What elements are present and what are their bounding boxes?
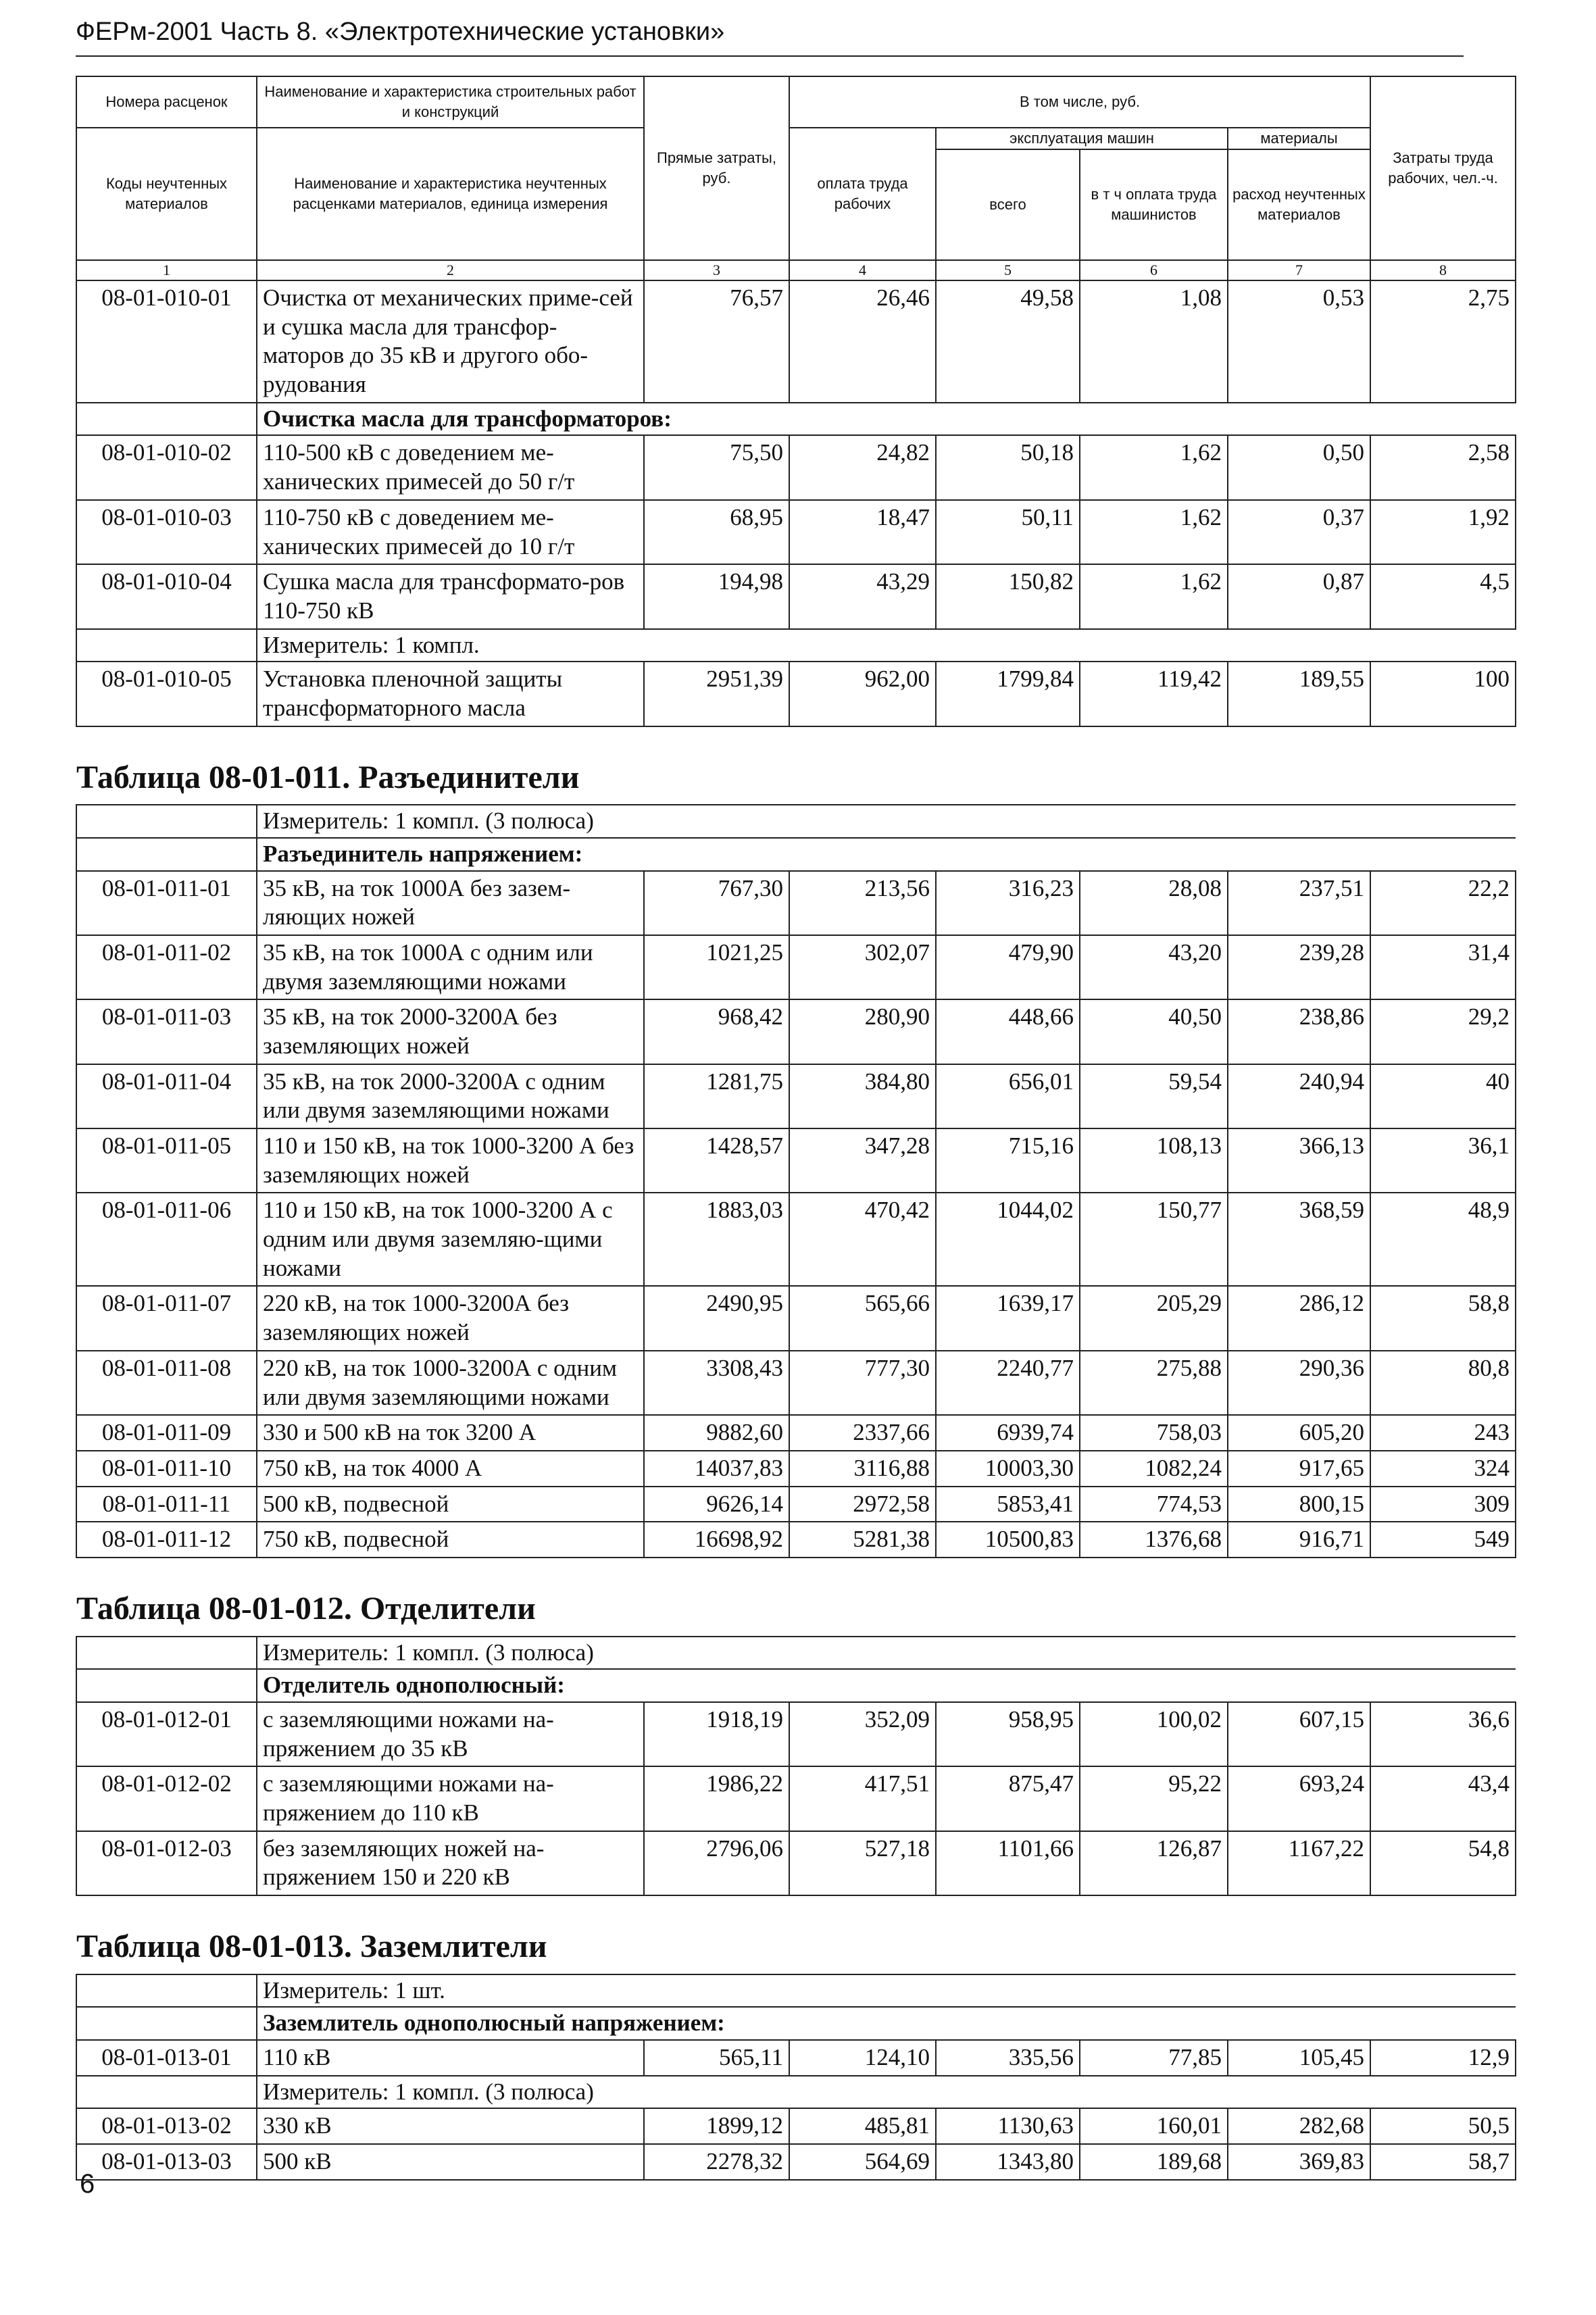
table-row [76, 1064, 1516, 1128]
header-machinist-pay: в т ч оплата труда машинистов [1080, 149, 1228, 260]
work-description: 110 и 150 кВ, на ток 1000-3200 А с одним или двумя заземляю-щими ножами [257, 1193, 644, 1286]
table-row [76, 1522, 1516, 1558]
rate-code: 08-01-011-06 [76, 1193, 257, 1286]
work-description: 750 кВ, подвесной [257, 1522, 644, 1558]
header-materials: материалы [1228, 128, 1370, 149]
table-row [76, 1702, 1516, 1766]
machines-total-value: 10003,30 [936, 1451, 1080, 1487]
rate-code: 08-01-011-07 [76, 1286, 257, 1350]
worker-pay-value: 24,82 [789, 435, 936, 499]
col-number: 4 [789, 260, 936, 280]
machinist-pay-value: 95,22 [1080, 1766, 1228, 1831]
machines-total-value: 1101,66 [936, 1831, 1080, 1895]
machines-total-value: 2240,77 [936, 1351, 1080, 1415]
subheading-spacer [76, 1974, 257, 2008]
material-consumption-value: 607,15 [1228, 1702, 1370, 1766]
rate-code: 08-01-011-11 [76, 1487, 257, 1522]
header-rule [76, 55, 1464, 57]
labor-costs-value: 100 [1370, 662, 1516, 726]
material-consumption-value: 368,59 [1228, 1193, 1370, 1286]
subheading-row [76, 805, 1516, 838]
rate-code: 08-01-013-03 [76, 2144, 257, 2180]
machines-total-value: 50,18 [936, 435, 1080, 499]
subheading-spacer [76, 1637, 257, 1670]
worker-pay-value: 417,51 [789, 1766, 936, 1831]
work-description: 750 кВ, на ток 4000 А [257, 1451, 644, 1487]
subheading-row [76, 838, 1516, 871]
subheading: Заземлитель однополюсный напряжением: [257, 2007, 1516, 2040]
worker-pay-value: 384,80 [789, 1064, 936, 1128]
table-row [76, 280, 1516, 403]
direct-costs-value: 1883,03 [644, 1193, 789, 1286]
material-consumption-value: 189,55 [1228, 662, 1370, 726]
direct-costs-value: 2278,32 [644, 2144, 789, 2180]
labor-costs-value: 36,6 [1370, 1702, 1516, 1766]
header-group-including: В том числе, руб. [789, 76, 1370, 128]
rate-code: 08-01-011-04 [76, 1064, 257, 1128]
subheading-spacer [76, 1669, 257, 1702]
work-description: 500 кВ, подвесной [257, 1487, 644, 1522]
worker-pay-value: 352,09 [789, 1702, 936, 1766]
work-description: Очистка от механических приме-сей и сушка масла для трансфор-маторов до 35 кВ и другого обо-рудования [257, 280, 644, 403]
labor-costs-value: 1,92 [1370, 500, 1516, 564]
work-description: 220 кВ, на ток 1000-3200А с одним или двумя заземляющими ножами [257, 1351, 644, 1415]
work-description: 35 кВ, на ток 1000А с одним или двумя заземляющими ножами [257, 935, 644, 999]
col-number: 6 [1080, 260, 1228, 280]
work-description: 220 кВ, на ток 1000-3200А без заземляющих ножей [257, 1286, 644, 1350]
header-work-name: Наименование и характеристика строительных работ и конструкций [257, 76, 644, 128]
machinist-pay-value: 108,13 [1080, 1128, 1228, 1193]
subheading-spacer [76, 805, 257, 838]
material-consumption-value: 366,13 [1228, 1128, 1370, 1193]
material-consumption-value: 917,65 [1228, 1451, 1370, 1487]
rate-code: 08-01-011-10 [76, 1451, 257, 1487]
subheading-spacer [76, 2076, 257, 2109]
material-consumption-value: 916,71 [1228, 1522, 1370, 1558]
labor-costs-value: 31,4 [1370, 935, 1516, 999]
machines-total-value: 6939,74 [936, 1415, 1080, 1451]
unit-measure: Измеритель: 1 компл. (3 полюса) [257, 2076, 1516, 2109]
labor-costs-value: 22,2 [1370, 871, 1516, 935]
unit-measure: Измеритель: 1 компл. (3 полюса) [257, 1637, 1516, 1670]
subheading: Отделитель однополюсный: [257, 1669, 1516, 1702]
material-consumption-value: 693,24 [1228, 1766, 1370, 1831]
table-row [76, 2040, 1516, 2076]
labor-costs-value: 243 [1370, 1415, 1516, 1451]
machinist-pay-value: 59,54 [1080, 1064, 1228, 1128]
header-machines-total: всего [936, 149, 1080, 260]
material-consumption-value: 369,83 [1228, 2144, 1370, 2180]
machines-total-value: 150,82 [936, 564, 1080, 628]
section-title-row [76, 726, 1516, 805]
direct-costs-value: 75,50 [644, 435, 789, 499]
table-row [76, 1128, 1516, 1193]
machines-total-value: 1044,02 [936, 1193, 1080, 1286]
worker-pay-value: 3116,88 [789, 1451, 936, 1487]
labor-costs-value: 36,1 [1370, 1128, 1516, 1193]
header-machine-operation: эксплуатация машин [936, 128, 1228, 149]
work-description: 110-750 кВ с доведением ме-ханических примесей до 10 г/т [257, 500, 644, 564]
direct-costs-value: 2490,95 [644, 1286, 789, 1350]
work-description: с заземляющими ножами на-пряжением до 35 кВ [257, 1702, 644, 1766]
rate-code: 08-01-010-02 [76, 435, 257, 499]
machines-total-value: 479,90 [936, 935, 1080, 999]
material-consumption-value: 105,45 [1228, 2040, 1370, 2076]
table-row [76, 1193, 1516, 1286]
work-description: 110 кВ [257, 2040, 644, 2076]
machines-total-value: 1799,84 [936, 662, 1080, 726]
machinist-pay-value: 1,62 [1080, 435, 1228, 499]
col-number: 8 [1370, 260, 1516, 280]
worker-pay-value: 485,81 [789, 2108, 936, 2144]
machinist-pay-value: 126,87 [1080, 1831, 1228, 1895]
worker-pay-value: 777,30 [789, 1351, 936, 1415]
machinist-pay-value: 205,29 [1080, 1286, 1228, 1350]
work-description: 110-500 кВ с доведением ме-ханических примесей до 50 г/т [257, 435, 644, 499]
rate-code: 08-01-011-03 [76, 999, 257, 1064]
col-number: 1 [76, 260, 257, 280]
machinist-pay-value: 160,01 [1080, 2108, 1228, 2144]
direct-costs-value: 14037,83 [644, 1451, 789, 1487]
rate-code: 08-01-013-01 [76, 2040, 257, 2076]
table-row [76, 564, 1516, 628]
labor-costs-value: 309 [1370, 1487, 1516, 1522]
table-row [76, 935, 1516, 999]
rate-code: 08-01-011-05 [76, 1128, 257, 1193]
worker-pay-value: 280,90 [789, 999, 936, 1064]
material-consumption-value: 237,51 [1228, 871, 1370, 935]
machinist-pay-value: 189,68 [1080, 2144, 1228, 2180]
machines-total-value: 656,01 [936, 1064, 1080, 1128]
unit-measure: Измеритель: 1 шт. [257, 1974, 1516, 2008]
work-description: 35 кВ, на ток 2000-3200А без заземляющих ножей [257, 999, 644, 1064]
labor-costs-value: 12,9 [1370, 2040, 1516, 2076]
col-number: 5 [936, 260, 1080, 280]
material-consumption-value: 0,37 [1228, 500, 1370, 564]
direct-costs-value: 3308,43 [644, 1351, 789, 1415]
machinist-pay-value: 758,03 [1080, 1415, 1228, 1451]
machines-total-value: 1639,17 [936, 1286, 1080, 1350]
labor-costs-value: 40 [1370, 1064, 1516, 1128]
rate-code: 08-01-011-12 [76, 1522, 257, 1558]
material-consumption-value: 0,87 [1228, 564, 1370, 628]
direct-costs-value: 1021,25 [644, 935, 789, 999]
table-row [76, 999, 1516, 1064]
machines-total-value: 958,95 [936, 1702, 1080, 1766]
subheading-row [76, 1974, 1516, 2008]
worker-pay-value: 213,56 [789, 871, 936, 935]
page-number: 6 [80, 2169, 95, 2199]
direct-costs-value: 1986,22 [644, 1766, 789, 1831]
work-description: без заземляющих ножей на-пряжением 150 и 220 кВ [257, 1831, 644, 1895]
header-worker-pay: оплата труда рабочих [789, 128, 936, 260]
worker-pay-value: 564,69 [789, 2144, 936, 2180]
worker-pay-value: 18,47 [789, 500, 936, 564]
col-number: 7 [1228, 260, 1370, 280]
material-consumption-value: 0,50 [1228, 435, 1370, 499]
machines-total-value: 715,16 [936, 1128, 1080, 1193]
work-description: 110 и 150 кВ, на ток 1000-3200 А без заземляющих ножей [257, 1128, 644, 1193]
material-consumption-value: 286,12 [1228, 1286, 1370, 1350]
rate-code: 08-01-012-03 [76, 1831, 257, 1895]
labor-costs-value: 58,8 [1370, 1286, 1516, 1350]
machinist-pay-value: 150,77 [1080, 1193, 1228, 1286]
rate-code: 08-01-011-01 [76, 871, 257, 935]
subheading-row [76, 403, 1516, 436]
section-title: Таблица 08-01-011. Разъединители [76, 759, 580, 795]
col-number: 3 [644, 260, 789, 280]
machinist-pay-value: 275,88 [1080, 1351, 1228, 1415]
worker-pay-value: 962,00 [789, 662, 936, 726]
direct-costs-value: 16698,92 [644, 1522, 789, 1558]
rate-code: 08-01-011-02 [76, 935, 257, 999]
material-consumption-value: 800,15 [1228, 1487, 1370, 1522]
material-consumption-value: 282,68 [1228, 2108, 1370, 2144]
worker-pay-value: 527,18 [789, 1831, 936, 1895]
direct-costs-value: 9882,60 [644, 1415, 789, 1451]
machines-total-value: 316,23 [936, 871, 1080, 935]
labor-costs-value: 2,58 [1370, 435, 1516, 499]
table-row [76, 662, 1516, 726]
rate-code: 08-01-011-08 [76, 1351, 257, 1415]
machines-total-value: 5853,41 [936, 1487, 1080, 1522]
worker-pay-value: 565,66 [789, 1286, 936, 1350]
header-material-name: Наименование и характеристика неучтенных расценками материалов, единица измерения [257, 128, 644, 260]
work-description: 500 кВ [257, 2144, 644, 2180]
subheading-row [76, 1637, 1516, 1670]
labor-costs-value: 4,5 [1370, 564, 1516, 628]
subheading: Разъединитель напряжением: [257, 838, 1516, 871]
direct-costs-value: 767,30 [644, 871, 789, 935]
direct-costs-value: 968,42 [644, 999, 789, 1064]
rate-code: 08-01-010-03 [76, 500, 257, 564]
table-row [76, 1831, 1516, 1895]
labor-costs-value: 549 [1370, 1522, 1516, 1558]
header-rate-numbers: Номера расценок [76, 76, 257, 128]
work-description: с заземляющими ножами на-пряжением до 110 кВ [257, 1766, 644, 1831]
machines-total-value: 1343,80 [936, 2144, 1080, 2180]
worker-pay-value: 124,10 [789, 2040, 936, 2076]
table-row [76, 435, 1516, 499]
rates-table [76, 76, 1516, 2181]
machines-total-value: 448,66 [936, 999, 1080, 1064]
labor-costs-value: 2,75 [1370, 280, 1516, 403]
section-title: Таблица 08-01-013. Заземлители [76, 1928, 547, 1965]
rate-code: 08-01-012-01 [76, 1702, 257, 1766]
machinist-pay-value: 43,20 [1080, 935, 1228, 999]
machines-total-value: 50,11 [936, 500, 1080, 564]
worker-pay-value: 2337,66 [789, 1415, 936, 1451]
direct-costs-value: 1281,75 [644, 1064, 789, 1128]
labor-costs-value: 54,8 [1370, 1831, 1516, 1895]
rate-code: 08-01-010-04 [76, 564, 257, 628]
table-row [76, 1451, 1516, 1487]
machines-total-value: 49,58 [936, 280, 1080, 403]
material-consumption-value: 290,36 [1228, 1351, 1370, 1415]
work-description: Установка пленочной защиты трансформаторного масла [257, 662, 644, 726]
worker-pay-value: 43,29 [789, 564, 936, 628]
labor-costs-value: 43,4 [1370, 1766, 1516, 1831]
work-description: 330 и 500 кВ на ток 3200 А [257, 1415, 644, 1451]
labor-costs-value: 29,2 [1370, 999, 1516, 1064]
worker-pay-value: 26,46 [789, 280, 936, 403]
machinist-pay-value: 1376,68 [1080, 1522, 1228, 1558]
machinist-pay-value: 774,53 [1080, 1487, 1228, 1522]
direct-costs-value: 68,95 [644, 500, 789, 564]
machinist-pay-value: 40,50 [1080, 999, 1228, 1064]
direct-costs-value: 1428,57 [644, 1128, 789, 1193]
worker-pay-value: 347,28 [789, 1128, 936, 1193]
rate-code: 08-01-010-05 [76, 662, 257, 726]
worker-pay-value: 2972,58 [789, 1487, 936, 1522]
rate-code: 08-01-012-02 [76, 1766, 257, 1831]
direct-costs-value: 76,57 [644, 280, 789, 403]
machinist-pay-value: 100,02 [1080, 1702, 1228, 1766]
subheading-row [76, 2007, 1516, 2040]
header-material-codes: Коды неучтенных материалов [76, 128, 257, 260]
direct-costs-value: 565,11 [644, 2040, 789, 2076]
labor-costs-value: 48,9 [1370, 1193, 1516, 1286]
material-consumption-value: 240,94 [1228, 1064, 1370, 1128]
col-number: 2 [257, 260, 644, 280]
rate-code: 08-01-013-02 [76, 2108, 257, 2144]
table-row [76, 871, 1516, 935]
direct-costs-value: 1899,12 [644, 2108, 789, 2144]
machinist-pay-value: 28,08 [1080, 871, 1228, 935]
direct-costs-value: 9626,14 [644, 1487, 789, 1522]
machinist-pay-value: 77,85 [1080, 2040, 1228, 2076]
direct-costs-value: 194,98 [644, 564, 789, 628]
section-title-row [76, 1558, 1516, 1637]
material-consumption-value: 239,28 [1228, 935, 1370, 999]
labor-costs-value: 324 [1370, 1451, 1516, 1487]
subheading-spacer [76, 2007, 257, 2040]
table-row [76, 1415, 1516, 1451]
material-consumption-value: 238,86 [1228, 999, 1370, 1064]
rate-code: 08-01-011-09 [76, 1415, 257, 1451]
section-title-row [76, 1895, 1516, 1974]
header-material-consumption: расход неучтенных материалов [1228, 149, 1370, 260]
subheading: Очистка масла для трансформаторов: [257, 403, 1516, 436]
work-description: 330 кВ [257, 2108, 644, 2144]
work-description: Сушка масла для трансформато-ров 110-750 кВ [257, 564, 644, 628]
table-row [76, 1487, 1516, 1522]
machinist-pay-value: 1,62 [1080, 500, 1228, 564]
material-consumption-value: 0,53 [1228, 280, 1370, 403]
table-row [76, 2144, 1516, 2180]
table-row [76, 1351, 1516, 1415]
machinist-pay-value: 1,62 [1080, 564, 1228, 628]
unit-measure: Измеритель: 1 компл. (3 полюса) [257, 805, 1516, 838]
header-direct-costs: Прямые затраты, руб. [644, 76, 789, 260]
direct-costs-value: 2796,06 [644, 1831, 789, 1895]
page-header: ФЕРм-2001 Часть 8. «Электротехнические установки» [76, 18, 725, 46]
machinist-pay-value: 1082,24 [1080, 1451, 1228, 1487]
worker-pay-value: 470,42 [789, 1193, 936, 1286]
subheading-spacer [76, 838, 257, 871]
worker-pay-value: 5281,38 [789, 1522, 936, 1558]
table-row [76, 2108, 1516, 2144]
machinist-pay-value: 1,08 [1080, 280, 1228, 403]
section-title: Таблица 08-01-012. Отделители [76, 1590, 536, 1626]
work-description: 35 кВ, на ток 2000-3200А с одним или двумя заземляющими ножами [257, 1064, 644, 1128]
labor-costs-value: 50,5 [1370, 2108, 1516, 2144]
machines-total-value: 1130,63 [936, 2108, 1080, 2144]
machines-total-value: 335,56 [936, 2040, 1080, 2076]
machines-total-value: 875,47 [936, 1766, 1080, 1831]
subheading-spacer [76, 403, 257, 436]
material-consumption-value: 605,20 [1228, 1415, 1370, 1451]
work-description: 35 кВ, на ток 1000А без зазем-ляющих ножей [257, 871, 644, 935]
subheading-spacer [76, 629, 257, 662]
table-row [76, 500, 1516, 564]
direct-costs-value: 2951,39 [644, 662, 789, 726]
subheading-row [76, 2076, 1516, 2109]
labor-costs-value: 80,8 [1370, 1351, 1516, 1415]
subheading-row [76, 629, 1516, 662]
header-labor-costs: Затраты труда рабочих, чел.-ч. [1370, 76, 1516, 260]
machinist-pay-value: 119,42 [1080, 662, 1228, 726]
direct-costs-value: 1918,19 [644, 1702, 789, 1766]
table-row [76, 1766, 1516, 1831]
material-consumption-value: 1167,22 [1228, 1831, 1370, 1895]
table-row [76, 1286, 1516, 1350]
subheading-row [76, 1669, 1516, 1702]
labor-costs-value: 58,7 [1370, 2144, 1516, 2180]
rate-code: 08-01-010-01 [76, 280, 257, 403]
unit-measure: Измеритель: 1 компл. [257, 629, 1516, 662]
worker-pay-value: 302,07 [789, 935, 936, 999]
machines-total-value: 10500,83 [936, 1522, 1080, 1558]
